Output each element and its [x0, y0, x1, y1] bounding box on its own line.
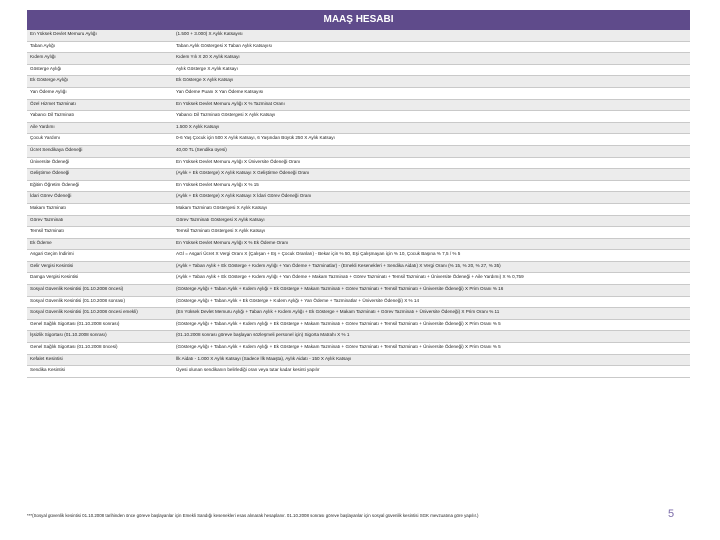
slide-title: MAAŞ HESABI [27, 10, 690, 30]
row-label: Ek Ödeme [27, 238, 173, 250]
table-row [27, 250, 690, 262]
row-label: Üniversite Ödeneği [27, 157, 173, 169]
salary-table [27, 30, 690, 378]
row-formula: En Yüksek Devlet Memuru Aylığı X Üniversite Ödeneği Oranı [173, 157, 690, 169]
row-formula: Makam Tazminatı Göstergesi X Aylık Katsayı [173, 203, 690, 215]
row-formula: (Gösterge Aylığı + Taban Aylık + Kıdem Aylığı + Ek Gösterge + Makam Tazminatı + Görev Tazminatı + Temsil Tazminatı + Üniversite Ödeneği) X Prim Oranı % 5 [173, 319, 690, 331]
row-formula: Kıdem Yılı X 20 X Aylık Katsayı [173, 53, 690, 65]
page-number: 5 [668, 508, 675, 520]
table-row [27, 238, 690, 250]
row-formula: Aylık Gösterge X Aylık Katsayı [173, 64, 690, 76]
row-formula: (Aylık + Ek Gösterge) X Aylık Katsayı X Geliştirme Ödeneği Oranı [173, 169, 690, 181]
row-label: Aile Yardımı [27, 122, 173, 134]
salary-table-body [27, 30, 690, 377]
row-label: Asgari Geçim İndirimi [27, 250, 173, 262]
row-formula: (01.10.2008 sonrası göreve başlayan sözleşmeli personel için) Sigorta Matrahı X % 1 [173, 331, 690, 343]
table-row [27, 319, 690, 331]
row-label: Gösterge Aylığı [27, 64, 173, 76]
table-row [27, 285, 690, 297]
table-row [27, 41, 690, 53]
row-label: Genel Sağlık Sigortası (01.10.2008 öncesi) [27, 343, 173, 355]
table-row [27, 180, 690, 192]
row-formula: AGİ = Asgari Ücret X Vergi Oranı X (Çalışan + Eş + Çocuk Oranları) - Bekar için % 50, Eşi Çalışmayan için % 10, Çocuk Başına % 7,5 / % 5 [173, 250, 690, 262]
row-formula: Taban Aylık Göstergesi X Taban Aylık Katsayısı [173, 41, 690, 53]
row-formula: Üyesi olunan sendikanın belirlediği oran veya tutar kadar kesinti yapılır [173, 366, 690, 378]
row-formula: (Gösterge Aylığı + Taban Aylık + Kıdem Aylığı + Ek Gösterge + Makam Tazminatı + Görev Tazminatı + Temsil Tazminatı + Üniversite Ödeneği) X Prim Oranı % 16 [173, 285, 690, 297]
table-row [27, 157, 690, 169]
row-label: Damga Vergisi Kesintisi [27, 273, 173, 285]
row-label: Makam Tazminatı [27, 203, 173, 215]
row-formula: Görev Tazminatı Göstergesi X Aylık Katsayı [173, 215, 690, 227]
row-label: İşsizlik Sigortası (01.10.2008 sonrası) [27, 331, 173, 343]
table-row [27, 227, 690, 239]
row-label: Görev Tazminatı [27, 215, 173, 227]
row-formula: (Aylık + Ek Gösterge) X Aylık Katsayı X İdari Görev Ödeneği Oranı [173, 192, 690, 204]
row-label: Özel Hizmet Tazminatı [27, 99, 173, 111]
row-formula: Temsil Tazminatı Göstergesi X Aylık Katsayı [173, 227, 690, 239]
table-row [27, 203, 690, 215]
row-formula: (1.500 + 3.000) X Aylık Katsayısı [173, 30, 690, 41]
table-row [27, 76, 690, 88]
table-row [27, 366, 690, 378]
row-label: Kıdem Aylığı [27, 53, 173, 65]
row-label: Geliştirme Ödeneği [27, 169, 173, 181]
row-label: Sendika Kesintisi [27, 366, 173, 378]
table-row [27, 169, 690, 181]
table-row [27, 296, 690, 308]
row-label: Taban Aylığı [27, 41, 173, 53]
row-formula: (Aylık + Taban Aylık + Ek Gösterge + Kıdem Aylığı + Yan Ödeme + Tazminatlar) - (Emekli Kesenekleri + Sendika Aidatı) X Vergi Oranı (% 15, % 20, % 27, % 35) [173, 261, 690, 273]
row-label: Eğitim Öğretim Ödeneği [27, 180, 173, 192]
row-label: Yan Ödeme Aylığı [27, 87, 173, 99]
row-formula: (Gösterge Aylığı + Taban Aylık + Ek Gösterge + Kıdem Aylığı + Yan Ödeme + Tazminatlar + Üniversite Ödeneği) X % 14 [173, 296, 690, 308]
row-label: İdari Görev Ödeneği [27, 192, 173, 204]
row-label: Yabancı Dil Tazminatı [27, 111, 173, 123]
table-row [27, 134, 690, 146]
row-formula: (En Yüksek Devlet Memuru Aylığı + Taban Aylık + Kıdem Aylığı + Ek Gösterge + Makam Tazminatı + Görev Tazminatı + Üniversite Ödeneği) X Prim Oranı % 11 [173, 308, 690, 320]
table-row [27, 331, 690, 343]
row-formula: (Aylık + Taban Aylık + Ek Gösterge + Kıdem Aylığı + Yan Ödeme + Makam Tazminatı + Görev Tazminatı + Temsil Tazminatı + Üniversite Ödeneği + Aile Yardımı) X % 0,759 [173, 273, 690, 285]
table-row [27, 87, 690, 99]
table-row [27, 122, 690, 134]
row-formula: Yan Ödeme Puanı X Yan Ödeme Katsayısı [173, 87, 690, 99]
row-formula: En Yüksek Devlet Memuru Aylığı X % Tazminat Oranı [173, 99, 690, 111]
table-row [27, 215, 690, 227]
row-label: Çocuk Yardımı [27, 134, 173, 146]
row-formula: (Gösterge Aylığı + Taban Aylık + Kıdem Aylığı + Ek Gösterge + Makam Tazminatı + Görev Tazminatı + Temsil Tazminatı + Üniversite Ödeneği) X Prim Oranı % 5 [173, 343, 690, 355]
row-formula: En Yüksek Devlet Memuru Aylığı X % 15 [173, 180, 690, 192]
table-row [27, 261, 690, 273]
row-label: Sosyal Güvenlik Kesintisi (01.10.2008 öncesi) [27, 285, 173, 297]
table-row [27, 30, 690, 41]
row-formula: 0-6 Yaş Çocuk için 500 X Aylık Katsayı, 6 Yaşından Büyük 250 X Aylık Katsayı [173, 134, 690, 146]
table-row [27, 53, 690, 65]
row-label: Temsil Tazminatı [27, 227, 173, 239]
table-row [27, 273, 690, 285]
table-row [27, 192, 690, 204]
table-row [27, 145, 690, 157]
table-row [27, 308, 690, 320]
table-row [27, 354, 690, 366]
row-formula: İlk Aidatı - 1.000 X Aylık Katsayı (Sadece İlk Maaşta), Aylık Aidatı - 150 X Aylık Katsayı [173, 354, 690, 366]
row-label: Ek Gösterge Aylığı [27, 76, 173, 88]
table-row [27, 99, 690, 111]
row-label: Sosyal Güvenlik Kesintisi (01.10.2008 öncesi emekli) [27, 308, 173, 320]
row-formula: 40,00 TL (Sendika üyesi) [173, 145, 690, 157]
row-formula: 1.500 X Aylık Katsayı [173, 122, 690, 134]
row-label: Genel Sağlık Sigortası (01.10.2008 sonrası) [27, 319, 173, 331]
row-label: Gelir Vergisi Kesintisi [27, 261, 173, 273]
row-formula: Yabancı Dil Tazminatı Göstergesi X Aylık Katsayı [173, 111, 690, 123]
footnote: ***(Sosyal güvenlik kesintisi 01.10.2008 tarihinden önce göreve başlayanlar için Emekli Sandığı kesenekleri esas alınarak hesaplanır. 01.10.2008 sonrası göreve başlayanlar için sosyal güvenlik kesintisi SGK mevzuatına göre yapılır.) [27, 513, 479, 518]
table-row [27, 111, 690, 123]
row-label: Ücret Sendikaya Ödeneği [27, 145, 173, 157]
row-label: En Yüksek Devlet Memuru Aylığı [27, 30, 173, 41]
table-row [27, 64, 690, 76]
row-label: Sosyal Güvenlik Kesintisi (01.10.2008 sonrası) [27, 296, 173, 308]
row-formula: Ek Gösterge X Aylık Katsayı [173, 76, 690, 88]
table-row [27, 343, 690, 355]
row-formula: En Yüksek Devlet Memuru Aylığı X % Ek Ödeme Oranı [173, 238, 690, 250]
row-label: Kefalet Kesintisi [27, 354, 173, 366]
